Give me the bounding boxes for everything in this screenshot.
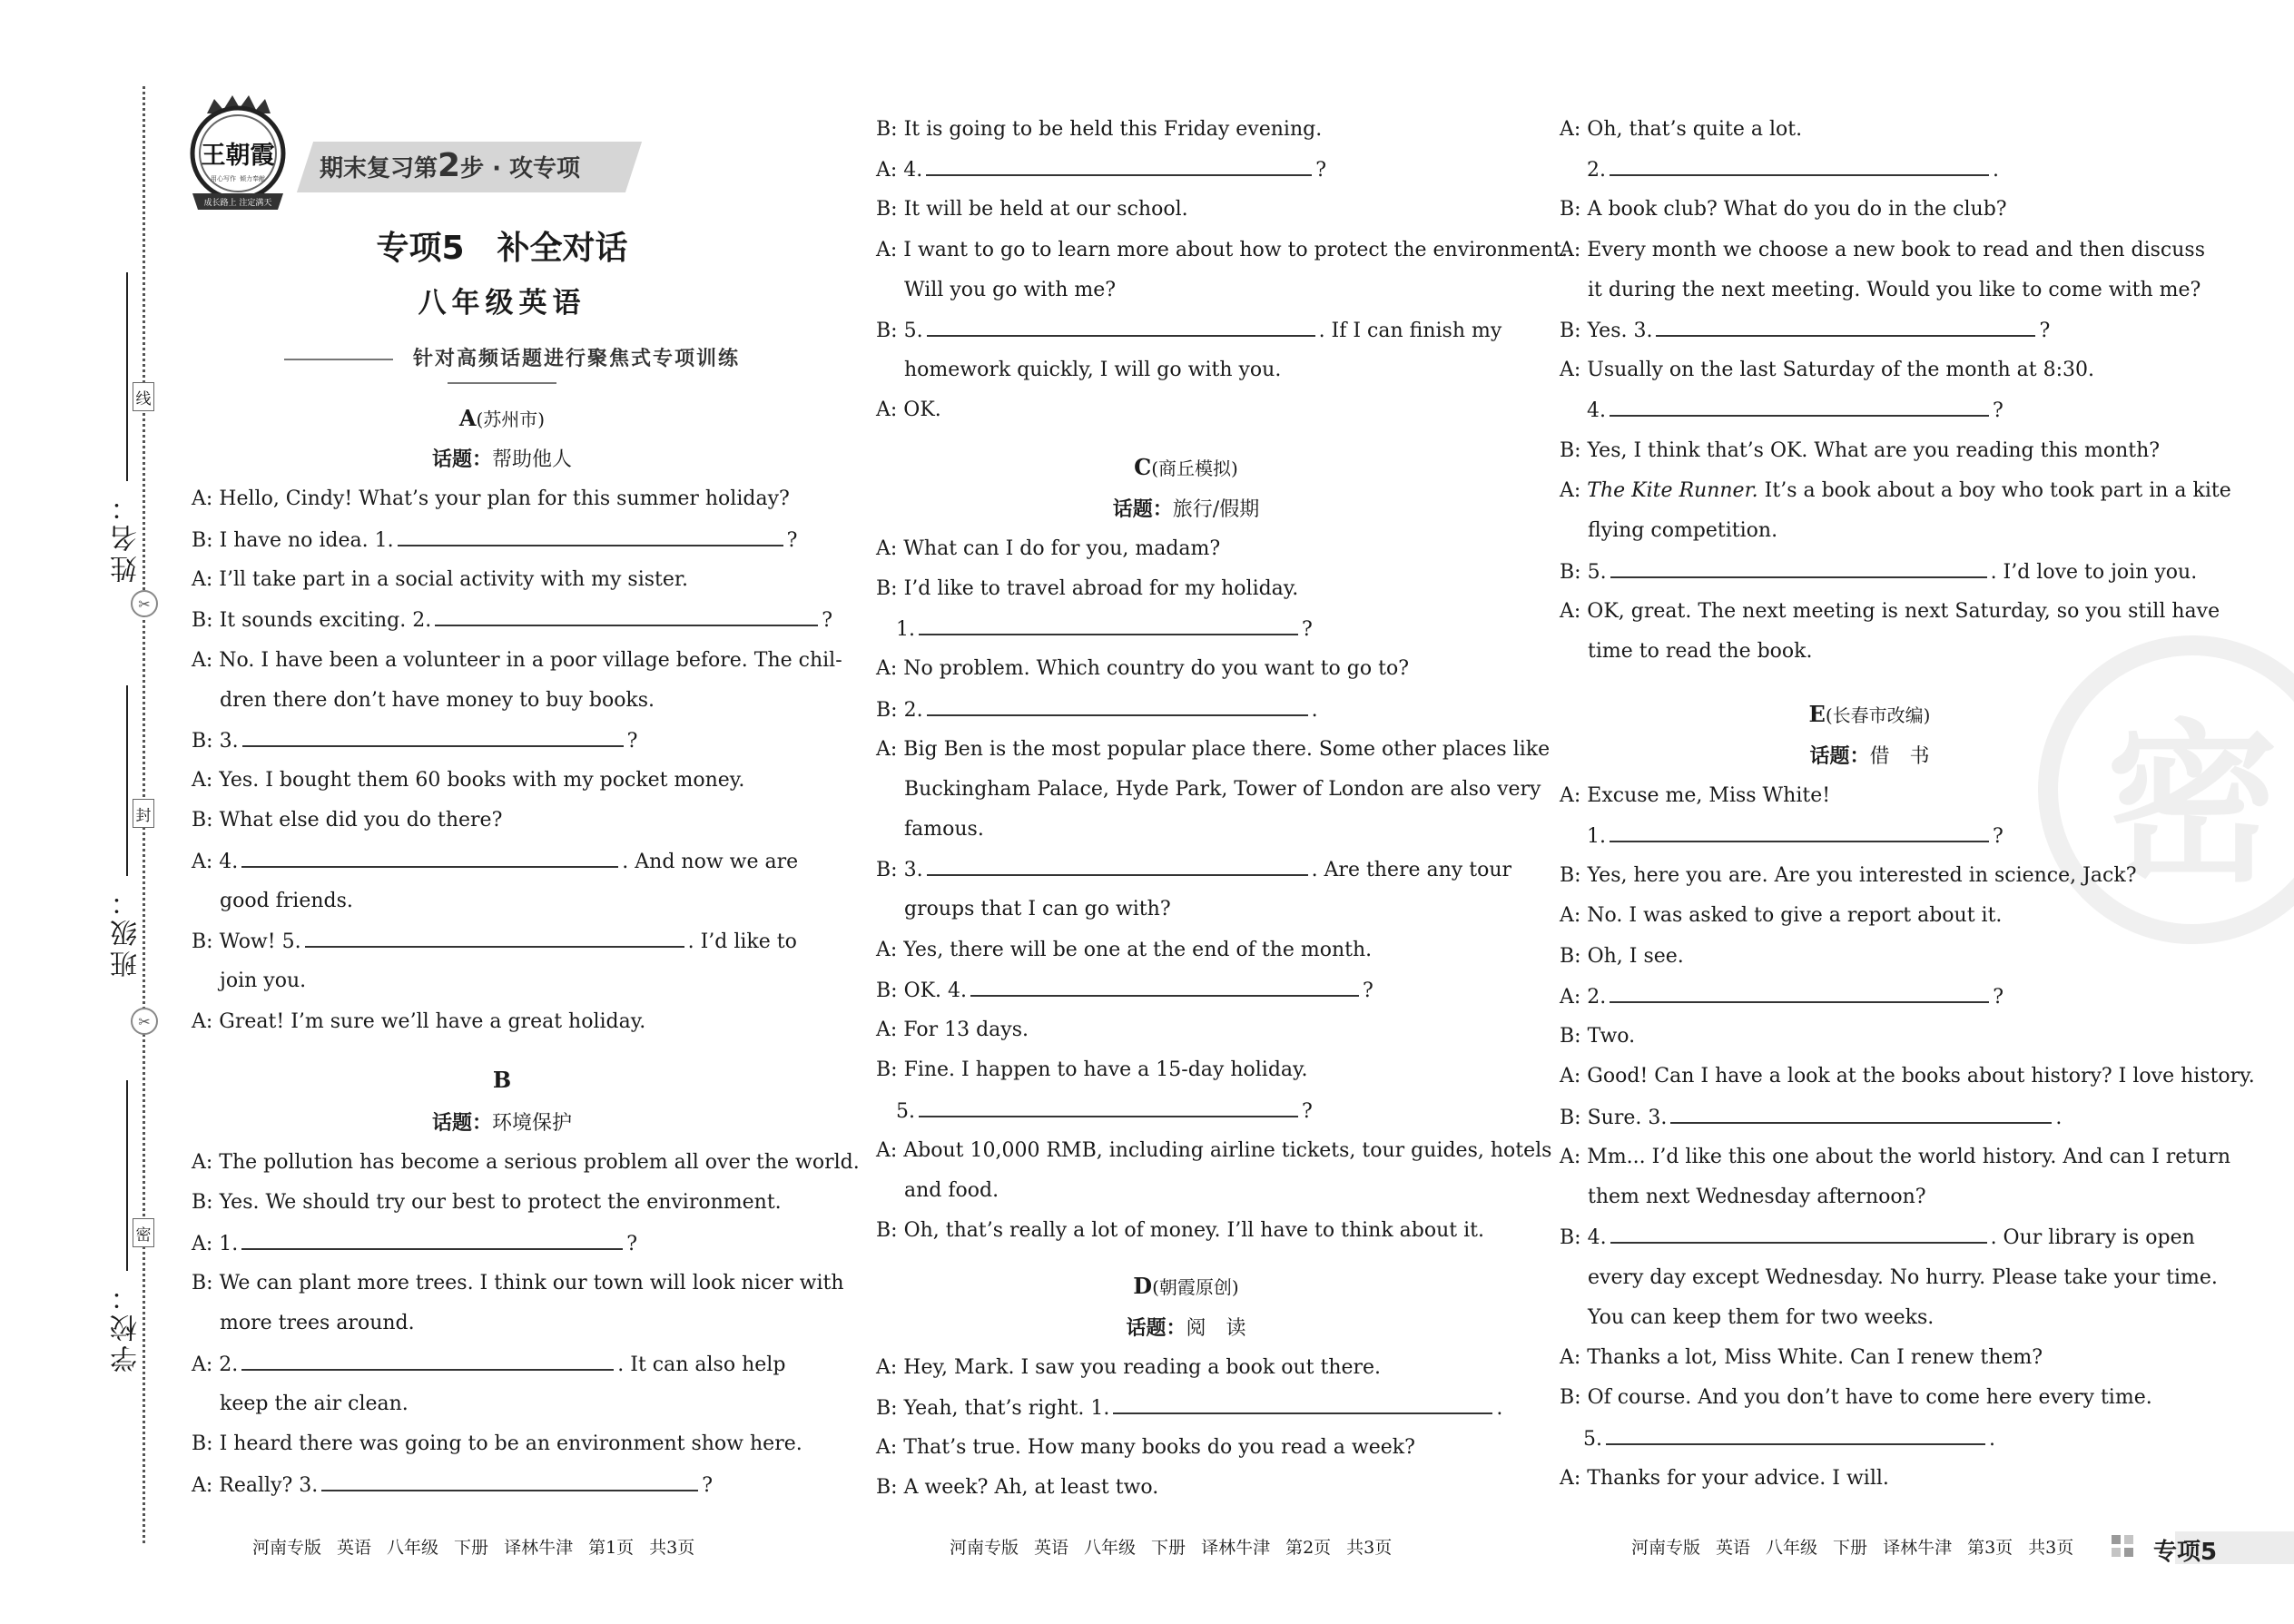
dialogue-line: B: Yeah, that’s right. 1. . [876, 1394, 1496, 1422]
scissor-icon: ✂ [131, 590, 158, 617]
dialogue-line: 1. ? [1560, 822, 2180, 851]
dialogue-line: B: OK. 4. ? [876, 977, 1496, 1005]
binding-margin [0, 0, 172, 1624]
page-footer-1: 河南专版 英语 八年级 下册 译林牛津 第1页 共3页 [252, 1538, 695, 1558]
seal-watermark: 密 [2038, 635, 2294, 944]
dialogue-line: more trees around. [220, 1312, 415, 1334]
dialogue-line: B: I have no idea. 1. ? [192, 527, 812, 555]
dialogue-line: 2. . [1560, 156, 2180, 184]
logo-ribbon: 成长路上 注定满天 [203, 199, 272, 208]
dialogue-line: A: The pollution has become a serious problem all over the world. [192, 1151, 860, 1174]
banner-pre: 期末复习第 [320, 155, 438, 182]
name-label: 姓名： [111, 490, 143, 583]
page-footer-2: 河南专版 英语 八年级 下册 译林牛津 第2页 共3页 [950, 1538, 1393, 1558]
dialogue-line: B: Of course. And you don’t have to come here every time. [1560, 1386, 2152, 1409]
scissor-icon: ✂ [131, 1008, 158, 1035]
dialogue-line: A: The Kite Runner. It’s a book about a boy who took part in a kite [1560, 479, 2231, 502]
dialogue-line: B: Two. [1560, 1025, 1636, 1048]
dialogue-line: B: 3. . Are there any tour [876, 856, 1496, 884]
dialogue-line: A: Big Ben is the most popular place there. Some other places like [876, 738, 1551, 761]
dialogue-line: dren there don’t have money to buy books. [220, 689, 655, 712]
dialogue-line: B: It will be held at our school. [876, 198, 1188, 221]
answer-blank[interactable] [241, 848, 618, 868]
seal-char-seal: 封 [133, 799, 154, 828]
answer-blank[interactable] [1610, 983, 1989, 1003]
dialogue-line: A: I want to go to learn more about how to protect the environment. [876, 239, 1569, 261]
school-label: 学校： [111, 1280, 143, 1373]
dialogue-line: A: Really? 3. ? [192, 1471, 812, 1500]
seal-char-line: 线 [133, 382, 154, 411]
dialogue-line: A: That’s true. How many books do you read a week? [876, 1436, 1415, 1459]
page-footer-3: 河南专版 英语 八年级 下册 译林牛津 第3页 共3页 [1631, 1538, 2074, 1558]
answer-blank[interactable] [1670, 1104, 2052, 1124]
dialogue-line: B: We can plant more trees. I think our town will look nicer with [192, 1272, 844, 1294]
dialogue-line: A: Excuse me, Miss White! [1560, 784, 1831, 807]
dialogue-line: B: 5. . If I can finish my [876, 317, 1496, 345]
answer-blank[interactable] [927, 317, 1315, 337]
answer-blank[interactable] [1113, 1394, 1492, 1414]
seal-char-secret: 密 [133, 1218, 154, 1247]
dialogue-line: A: What can I do for you, madam? [876, 537, 1221, 560]
dialogue-line: keep the air clean. [220, 1393, 409, 1415]
dialogue-line: A: Thanks for your advice. I will. [1560, 1467, 1889, 1490]
dialogue-line: B: Fine. I happen to have a 15-day holiday. [876, 1058, 1308, 1081]
section-e-heading: E(长春市改编) [1808, 701, 1931, 727]
answer-blank[interactable] [1656, 317, 2035, 337]
section-b-topic: 话题：环境保护 [431, 1112, 573, 1135]
dialogue-line: B: It sounds exciting. 2. ? [192, 606, 812, 635]
class-field[interactable] [87, 685, 167, 978]
dialogue-line: A: Good! Can I have a look at the books about history? I love history. [1560, 1065, 2255, 1088]
answer-blank[interactable] [241, 1351, 614, 1371]
review-banner [320, 147, 580, 184]
dialogue-line: A: Hey, Mark. I saw you reading a book out there. [876, 1356, 1382, 1379]
answer-blank[interactable] [398, 527, 783, 546]
logo-motto-left: 用心写作 [211, 175, 236, 182]
dialogue-line: famous. [904, 818, 984, 841]
dialogue-line: B: Wow! 5. . I’d like to [192, 928, 812, 956]
dialogue-line: A: No. I was asked to give a report about it. [1560, 904, 2003, 927]
dialogue-line: Will you go with me? [904, 279, 1117, 301]
dialogue-line: and food. [904, 1179, 999, 1202]
answer-blank[interactable] [241, 1230, 623, 1250]
name-field[interactable] [87, 272, 167, 583]
dialogue-line: B: A week? Ah, at least two. [876, 1476, 1159, 1499]
section-a-heading: A(苏州市) [458, 405, 546, 431]
dialogue-line: B: Sure. 3. . [1560, 1104, 2180, 1132]
answer-blank[interactable] [321, 1471, 698, 1491]
logo-motto-right: 倾力奉献 [240, 175, 265, 182]
answer-blank[interactable] [926, 156, 1312, 176]
dialogue-line: B: 5. . I’d love to join you. [1560, 558, 2180, 586]
dialogue-line: groups that I can go with? [904, 898, 1171, 920]
dialogue-line: A: Every month we choose a new book to read and then discuss [1560, 239, 2206, 261]
dialogue-line: A: Thanks a lot, Miss White. Can I renew them? [1560, 1346, 2043, 1369]
dialogue-line: B: 4. . Our library is open [1560, 1224, 2180, 1252]
dialogue-line: 4. ? [1560, 397, 2180, 425]
answer-blank[interactable] [919, 615, 1298, 635]
dialogue-line: join you. [220, 969, 307, 992]
dialogue-line: A: Yes. I bought them 60 books with my pocket money. [192, 769, 745, 792]
dialogue-line: B: Oh, I see. [1560, 945, 1684, 968]
answer-blank[interactable] [242, 727, 624, 747]
book-title: The Kite Runner. [1587, 479, 1758, 502]
dialogue-line: B: A book club? What do you do in the club? [1560, 198, 2007, 221]
dialogue-line: B: It is going to be held this Friday evening. [876, 118, 1323, 141]
dialogue-line: A: About 10,000 RMB, including airline tickets, tour guides, hotels [876, 1139, 1552, 1162]
answer-blank[interactable] [919, 1097, 1298, 1117]
section-c-heading: C(商丘模拟) [1134, 454, 1238, 480]
dialogue-line: B: 3. ? [192, 727, 812, 755]
answer-blank[interactable] [1610, 822, 1989, 842]
dialogue-line: You can keep them for two weeks. [1588, 1306, 1935, 1329]
publisher-logo [180, 94, 296, 221]
dialogue-line: B: What else did you do there? [192, 809, 503, 832]
dialogue-line: B: 2. . [876, 696, 1496, 724]
dialogue-line: B: Oh, that’s really a lot of money. I’ll have to think about it. [876, 1219, 1484, 1242]
answer-blank[interactable] [1606, 1425, 1985, 1445]
dialogue-line: B: Yes, I think that’s OK. What are you reading this month? [1560, 439, 2161, 462]
dialogue-line: A: No. I have been a volunteer in a poor village before. The chil- [192, 649, 842, 672]
answer-blank[interactable] [927, 696, 1308, 716]
dialogue-line: homework quickly, I will go with you. [904, 359, 1282, 381]
dialogue-line: A: Oh, that’s quite a lot. [1560, 118, 1803, 141]
section-d-topic: 话题：阅 读 [1126, 1317, 1246, 1340]
dialogue-line: A: For 13 days. [876, 1019, 1029, 1041]
section-a-topic: 话题：帮助他人 [431, 448, 573, 471]
dialogue-line: time to read the book. [1588, 640, 1813, 663]
dialogue-line: A: 2. . It can also help [192, 1351, 812, 1379]
banner-post: 步 · 攻专项 [460, 155, 581, 182]
page-subtitle: 八年级英语 [418, 287, 586, 320]
dialogue-line: A: OK, great. The next meeting is next Saturday, so you still have [1560, 600, 2220, 623]
banner-step: 2 [438, 147, 461, 184]
dialogue-line: 5. ? [876, 1097, 1496, 1126]
section-c-topic: 话题：旅行/假期 [1112, 498, 1260, 521]
answer-blank[interactable] [305, 928, 684, 948]
tagline: 针对高频话题进行聚焦式专项训练 [192, 343, 812, 394]
answer-blank[interactable] [927, 856, 1308, 876]
dialogue-line: them next Wednesday afternoon? [1588, 1186, 1926, 1208]
section-e-topic: 话题：借 书 [1809, 745, 1930, 768]
answer-blank[interactable] [1610, 156, 1989, 176]
dialogue-line: B: I’d like to travel abroad for my holiday. [876, 577, 1299, 600]
dialogue-line: A: Yes, there will be one at the end of the month. [876, 939, 1373, 961]
topic-badge [2112, 1531, 2294, 1564]
dialogue-line: A: 4. . And now we are [192, 848, 812, 876]
dialogue-line: A: 1. ? [192, 1230, 812, 1258]
answer-blank[interactable] [1610, 558, 1987, 578]
dialogue-line: it during the next meeting. Would you like to come with me? [1588, 279, 2201, 301]
dialogue-line: Buckingham Palace, Hyde Park, Tower of London are also very [904, 778, 1541, 801]
dialogue-line: A: No problem. Which country do you want to go to? [876, 657, 1409, 680]
dialogue-line: A: OK. [876, 399, 941, 421]
answer-blank[interactable] [970, 977, 1359, 997]
answer-blank[interactable] [1610, 397, 1989, 417]
dialogue-line: A: Mm... I’d like this one about the world history. And can I return [1560, 1146, 2230, 1168]
answer-blank[interactable] [435, 606, 818, 626]
class-label: 班级： [111, 885, 143, 978]
school-field[interactable] [87, 1080, 167, 1373]
page-title: 专项5 补全对话 [376, 230, 628, 267]
section-d-heading: D(朝霞原创) [1133, 1273, 1239, 1299]
dialogue-line: B: Yes, here you are. Are you interested in science, Jack? [1560, 864, 2137, 887]
section-b-heading: B [492, 1067, 512, 1093]
logo-text: 王朝霞 [201, 142, 275, 170]
dialogue-line: 5. . [1560, 1425, 2180, 1453]
dialogue-line: A: Hello, Cindy! What’s your plan for this summer holiday? [192, 487, 790, 510]
answer-blank[interactable] [1610, 1224, 1987, 1244]
dialogue-line: good friends. [220, 890, 353, 912]
dialogue-line: A: 4. ? [876, 156, 1496, 184]
dialogue-line: B: Yes. 3. ? [1560, 317, 2180, 345]
dialogue-line: A: Usually on the last Saturday of the month at 8:30. [1560, 359, 2094, 381]
badge-label: 专项5 [2153, 1539, 2218, 1566]
dialogue-line: flying competition. [1588, 519, 1778, 542]
dialogue-line: B: I heard there was going to be an environment show here. [192, 1432, 802, 1455]
dialogue-line: A: 2. ? [1560, 983, 2180, 1011]
dialogue-line: A: I’ll take part in a social activity with my sister. [192, 568, 689, 591]
dialogue-line: 1. ? [876, 615, 1496, 644]
dialogue-line: B: Yes. We should try our best to protect the environment. [192, 1191, 782, 1214]
dialogue-line: every day except Wednesday. No hurry. Please take your time. [1588, 1266, 2218, 1289]
dialogue-line: A: Great! I’m sure we’ll have a great holiday. [192, 1010, 646, 1033]
